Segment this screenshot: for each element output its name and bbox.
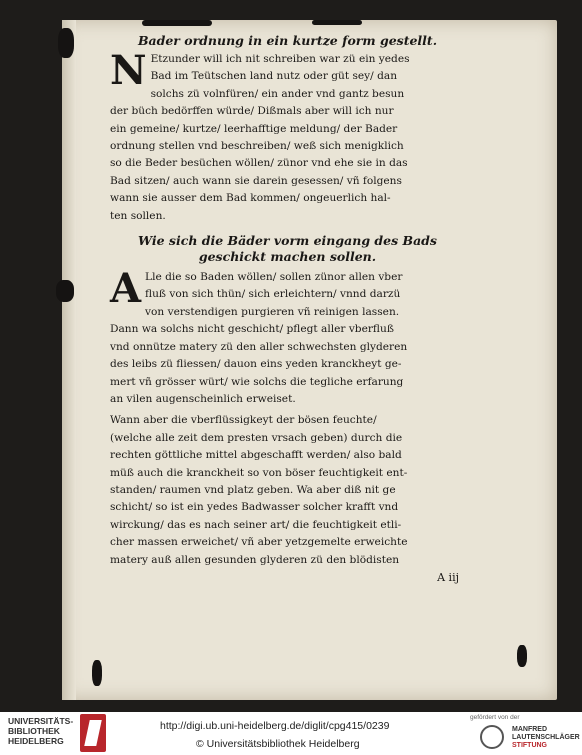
- text-line: vnd onnütze matery zü den aller schwechsten glyderen: [110, 340, 408, 353]
- sponsor-name-line: LAUTENSCHLÄGER: [512, 734, 580, 741]
- ink-blot: [142, 20, 212, 26]
- text-line: solchs zü volnfüren/ ein ander vnd gantz besun: [150, 87, 405, 100]
- heading-bad-eingang: [110, 233, 465, 265]
- text-line: müß auch die kranckheit so von böser feuchtigkeit ent-: [110, 466, 408, 479]
- text-line: von verstendigen purgieren vñ reinigen lassen.: [145, 305, 400, 318]
- heading-line: Wie sich die Bäder vorm eingang des Bads: [138, 233, 437, 249]
- ink-blot: [58, 28, 74, 58]
- paragraph-2: [110, 265, 465, 408]
- text-line: matery auß allen gesunden glyderen zü den blödisten: [110, 553, 400, 566]
- text-line: Lle die so Baden wöllen/ sollen zünor allen vber: [145, 271, 403, 284]
- text-line: (welche alle zeit dem presten vrsach geben) durch die: [110, 431, 403, 444]
- sponsor-name-line: MANFRED: [512, 726, 547, 733]
- text-line: Wann aber die vberflüssigkeyt der bösen feuchte/: [110, 414, 377, 427]
- ink-blot: [312, 20, 362, 25]
- ink-blot: [92, 660, 102, 686]
- text-line: Bad im Teütschen land nutz oder güt sey/ dan: [150, 70, 398, 83]
- logo-text: UNIVERSITÄTS-: [8, 716, 74, 726]
- text-line: Dann wa solchs nicht geschicht/ pflegt aller vberfluß: [110, 323, 394, 336]
- heading-bader-ordnung: Bader ordnung in ein kurtze form gestellt.: [137, 33, 438, 48]
- footer-bar: [0, 712, 582, 755]
- ink-blot: [517, 645, 527, 667]
- sponsor-logo[interactable]: [512, 726, 580, 750]
- library-logo[interactable]: [8, 716, 73, 746]
- initial-n: N: [110, 47, 147, 94]
- ink-blot: [56, 280, 74, 302]
- text-line: mert vñ grösser würt/ wie solchs die tegliche erfarung: [110, 375, 404, 388]
- sponsor-name-line: STIFTUNG: [512, 742, 547, 749]
- text-line: cher massen erweichet/ vñ aber yetzgemelte erweichte: [110, 536, 408, 549]
- text-line: ten sollen.: [110, 209, 166, 222]
- heidelberg-crest-icon: [80, 714, 106, 752]
- text-line: ordnung stellen vnd beschreiben/ weß sich menigklich: [110, 140, 404, 153]
- text-line: so die Beder besüchen wöllen/ zünor vnd ehe sie in das: [110, 157, 408, 170]
- page-text: [110, 33, 465, 584]
- text-line: schicht/ so ist ein yedes Badwasser solcher krafft vnd: [110, 501, 399, 514]
- text-line: an vilen augenscheinlich erweiset.: [110, 392, 296, 405]
- stiftung-logo-icon: [480, 725, 504, 749]
- text-line: ein gemeine/ kurtze/ leerhafftige meldung/ der Bader: [110, 122, 398, 135]
- text-line: Etzunder will ich nit schreiben war zü ein yedes: [150, 53, 410, 65]
- text-line: wirckung/ das es nach seiner art/ die feuchtigkeit etli-: [110, 518, 402, 531]
- text-line: der büch bedörffen würde/ Dißmals aber will ich nur: [110, 105, 394, 118]
- logo-text: HEIDELBERG: [8, 736, 64, 746]
- text-line: rechten göttliche mittel abgeschafft werden/ also bald: [110, 449, 402, 462]
- signature-mark: A iij: [437, 570, 459, 584]
- sponsor-label: gefördert von der: [470, 714, 520, 721]
- text-line: Bad sitzen/ auch wann sie darein gesessen/ vñ folgens: [110, 174, 402, 187]
- text-line: wann sie ausser dem Bad kommen/ ongeuerlich hal-: [110, 192, 391, 205]
- text-line: fluß von sich thün/ sich erleichtern/ vnnd darzü: [145, 288, 401, 301]
- paragraph-3: [110, 412, 465, 569]
- heading-line: geschickt machen sollen.: [198, 249, 377, 265]
- text-line: des leibs zü fliessen/ dauon eins yeden kranckheyt ge-: [110, 358, 402, 371]
- permalink-url[interactable]: http://digi.ub.uni-heidelberg.de/diglit/cpg415/0239: [160, 720, 390, 732]
- text-line: standen/ raumen vnd platz geben. Wa aber diß nit ge: [110, 483, 396, 496]
- initial-a: A: [110, 265, 142, 313]
- copyright-text: © Universitätsbibliothek Heidelberg: [196, 738, 360, 750]
- logo-text: BIBLIOTHEK: [8, 726, 60, 736]
- page-gutter: [62, 20, 76, 700]
- paragraph-1: [110, 47, 465, 225]
